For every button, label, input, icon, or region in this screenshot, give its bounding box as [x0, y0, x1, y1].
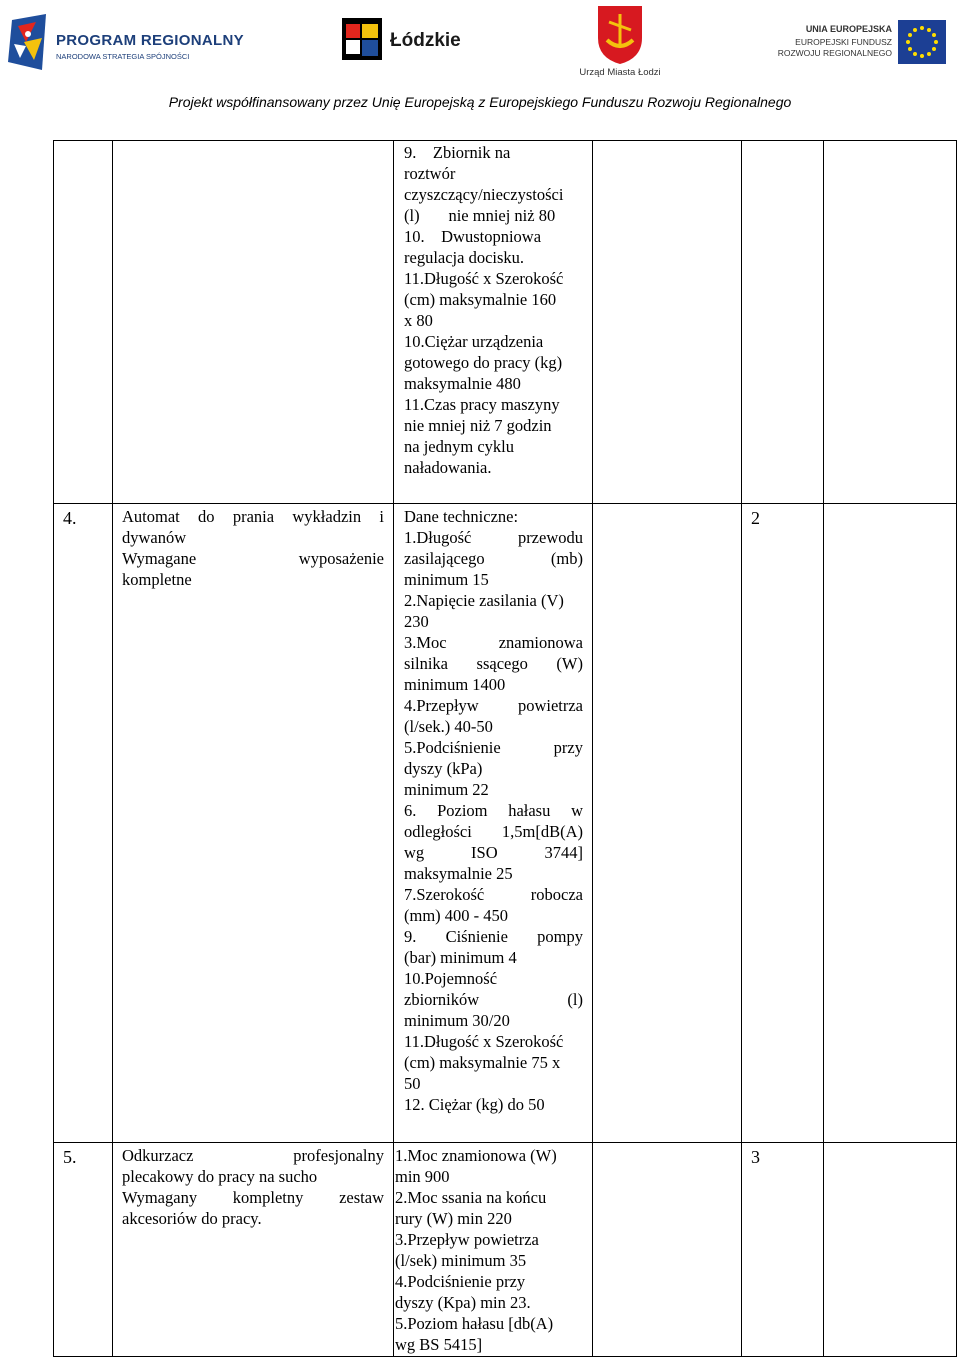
word: w: [571, 801, 583, 820]
spec-line: [404, 863, 583, 884]
spec-line: [404, 611, 583, 632]
word: 3744]: [544, 843, 583, 862]
word: Wymagane: [122, 549, 197, 568]
word: minimum 15: [404, 570, 489, 589]
lodzkie-label: Łódzkie: [390, 30, 461, 51]
word: Ciśnienie: [445, 927, 508, 946]
word: 50: [404, 1074, 421, 1093]
word: 12. Ciężar (kg) do 50: [404, 1095, 545, 1114]
spec-line: [404, 527, 583, 548]
name-line: [122, 1208, 384, 1229]
city-office-label: Urząd Miasta Łodzi: [579, 67, 661, 78]
spec-line: (l/sek) minimum 35: [395, 1251, 527, 1270]
word: (cm) maksymalnie 75 x: [404, 1053, 561, 1072]
word: dywanów: [122, 528, 187, 547]
spec-line: [404, 905, 583, 926]
spec-line: [404, 1010, 583, 1031]
word: (W): [556, 654, 583, 673]
word: (bar) minimum 4: [404, 948, 517, 967]
spec-line: 10. Dwustopniowa: [404, 227, 542, 246]
word: zestaw: [339, 1188, 384, 1207]
lodzkie-emblem-icon: [340, 16, 384, 62]
spec-line: [404, 674, 583, 695]
word: zbiorników: [404, 990, 480, 1009]
word: minimum 30/20: [404, 1011, 510, 1030]
eu-line-3: ROZWOJU REGIONALNEGO: [777, 48, 892, 58]
table-col-divider: [741, 140, 742, 1357]
program-regionalny-emblem-icon: [6, 12, 52, 74]
word: wg: [404, 843, 425, 862]
spec-line: [404, 800, 583, 821]
word: Automat: [122, 507, 180, 526]
program-regionalny-logo: [6, 12, 244, 74]
spec-line: regulacja docisku.: [404, 248, 525, 267]
spec-line: [404, 548, 583, 569]
eu-line-2: EUROPEJSKI FUNDUSZ: [795, 37, 892, 47]
row5-name-cell: [122, 1145, 384, 1229]
word: do: [198, 507, 215, 526]
word: wyposażenie: [298, 549, 384, 568]
name-line: [122, 1145, 384, 1166]
row4-spec-cell: [404, 506, 583, 1115]
spec-line: [404, 1094, 583, 1115]
spec-line: dyszy (Kpa) min 23.: [395, 1293, 531, 1312]
spec-line: [404, 1031, 583, 1052]
word: hałasu: [508, 801, 551, 820]
word: 2.Napięcie zasilania (V): [404, 591, 564, 610]
table-border-left: [53, 140, 54, 1357]
spec-line: (l) nie mniej niż 80: [404, 206, 556, 225]
eu-logo: [752, 20, 947, 66]
table-col-divider: [112, 140, 113, 1357]
spec-line: [404, 695, 583, 716]
word: znamionowa: [498, 633, 583, 652]
word: 230: [404, 612, 429, 631]
program-subtitle: NARODOWA STRATEGIA SPÓJNOŚCI: [56, 52, 190, 61]
word: powietrza: [517, 696, 583, 715]
word: minimum 1400: [404, 675, 506, 694]
word: profesjonalny: [293, 1146, 384, 1165]
spec-line: [404, 569, 583, 590]
word: (l): [567, 990, 583, 1009]
word: Dane techniczne:: [404, 507, 519, 526]
row5-number: 5.: [63, 1147, 77, 1167]
spec-line: min 900: [395, 1167, 450, 1186]
word: ssącego: [476, 654, 528, 673]
word: 3.Moc: [404, 633, 447, 652]
spec-line: naładowania.: [404, 458, 492, 477]
name-line: [122, 506, 384, 527]
word: odległości: [404, 822, 472, 841]
name-line: [122, 569, 384, 590]
eu-line-1: UNIA EUROPEJSKA: [805, 24, 892, 34]
spec-line: x 80: [404, 311, 433, 330]
word: ISO: [471, 843, 498, 862]
row5-spec-cell: [395, 1145, 585, 1355]
spec-line: 11.Długość x Szerokość: [404, 269, 564, 288]
word: Poziom: [437, 801, 488, 820]
spec-line: [404, 779, 583, 800]
word: zasilającego: [404, 549, 485, 568]
word: i: [379, 507, 384, 526]
spec-line: [404, 947, 583, 968]
table-col-divider: [393, 140, 394, 1357]
spec-line: maksymalnie 480: [404, 374, 521, 393]
city-crest-icon: [565, 4, 675, 64]
word: 10.Pojemność: [404, 969, 498, 988]
page-header: [0, 0, 960, 120]
spec-line: [404, 821, 583, 842]
program-title: PROGRAM REGIONALNY: [56, 32, 244, 49]
word: 5.Podciśnienie: [404, 738, 501, 757]
word: (mb): [550, 549, 583, 568]
word: maksymalnie 25: [404, 864, 513, 883]
spec-line: (cm) maksymalnie 160: [404, 290, 557, 309]
spec-line: roztwór: [404, 164, 456, 183]
spec-line: [404, 716, 583, 737]
name-line: [122, 1187, 384, 1208]
word: Odkurzacz: [122, 1146, 194, 1165]
spec-line: [404, 989, 583, 1010]
spec-line: [404, 1052, 583, 1073]
word: silnika: [404, 654, 448, 673]
spec-line: [404, 758, 583, 779]
spec-line: 5.Poziom hałasu [db(A): [395, 1314, 554, 1333]
word: 6.: [404, 801, 417, 820]
word: minimum 22: [404, 780, 489, 799]
word: 1.Długość: [404, 528, 472, 547]
city-office-logo: [565, 4, 675, 80]
spec-line: 4.Podciśnienie przy: [395, 1272, 526, 1291]
spec-line: [404, 1073, 583, 1094]
table-col-divider: [592, 140, 593, 1357]
table-row-divider: [53, 503, 957, 504]
table-border-bottom: [53, 1356, 957, 1357]
word: kompletne: [122, 570, 192, 589]
spec-line: [404, 590, 583, 611]
spec-line: rury (W) min 220: [395, 1209, 512, 1228]
word: wykładzin: [292, 507, 362, 526]
word: (l/sek.) 40-50: [404, 717, 493, 736]
name-line: [122, 527, 384, 548]
word: akcesoriów do pracy.: [122, 1209, 262, 1228]
word: 9.: [404, 927, 417, 946]
spec-line: 3.Przepływ powietrza: [395, 1230, 539, 1249]
spec-line: 10.Ciężar urządzenia: [404, 332, 544, 351]
cofinancing-note: Projekt współfinansowany przez Unię Europejską z Europejskiego Funduszu Rozwoju Regionalnego: [168, 94, 792, 110]
spec-line: 11.Czas pracy maszyny: [404, 395, 560, 414]
table-border-top: [53, 140, 957, 141]
spec-line: [404, 842, 583, 863]
spec-line: na jednym cyklu: [404, 437, 514, 456]
lodzkie-logo: [340, 16, 470, 66]
word: 11.Długość x Szerokość: [404, 1032, 564, 1051]
table-border-right: [956, 140, 957, 1357]
spec-line: [404, 737, 583, 758]
spec-line: 9. Zbiornik na: [404, 143, 511, 162]
table-row-divider: [53, 1142, 957, 1143]
word: kompletny: [232, 1188, 304, 1207]
spec-line: [404, 926, 583, 947]
word: dyszy (kPa): [404, 759, 483, 778]
word: 4.Przepływ: [404, 696, 479, 715]
eu-flag-icon: [898, 20, 946, 64]
spec-line: nie mniej niż 7 godzin: [404, 416, 552, 435]
word: przewodu: [517, 528, 583, 547]
spec-line: czyszczący/nieczystości: [404, 185, 564, 204]
word: 1,5m[dB(A): [501, 822, 583, 841]
word: pompy: [537, 927, 583, 946]
word: (mm) 400 - 450: [404, 906, 509, 925]
spec-line: [404, 968, 583, 989]
spec-line: 1.Moc znamionowa (W): [395, 1146, 557, 1165]
spec-line: [404, 884, 583, 905]
row4-quantity: 2: [751, 508, 760, 528]
word: Wymagany: [122, 1188, 198, 1207]
spec-line: [404, 506, 583, 527]
name-line: [122, 548, 384, 569]
row4-name-cell: [122, 506, 384, 590]
row5-quantity: 3: [751, 1147, 760, 1167]
word: robocza: [530, 885, 583, 904]
word: plecakowy do pracy na sucho: [122, 1167, 318, 1186]
name-line: [122, 1166, 384, 1187]
spec-line: wg BS 5415]: [395, 1335, 483, 1354]
word: przy: [553, 738, 583, 757]
spec-line: [404, 632, 583, 653]
spec-line: [404, 653, 583, 674]
table-col-divider: [823, 140, 824, 1357]
word: prania: [232, 507, 275, 526]
word: 7.Szerokość: [404, 885, 485, 904]
row3-spec-cell: [404, 142, 584, 478]
spec-line: 2.Moc ssania na końcu: [395, 1188, 547, 1207]
spec-line: gotowego do pracy (kg): [404, 353, 563, 372]
row4-number: 4.: [63, 508, 77, 528]
